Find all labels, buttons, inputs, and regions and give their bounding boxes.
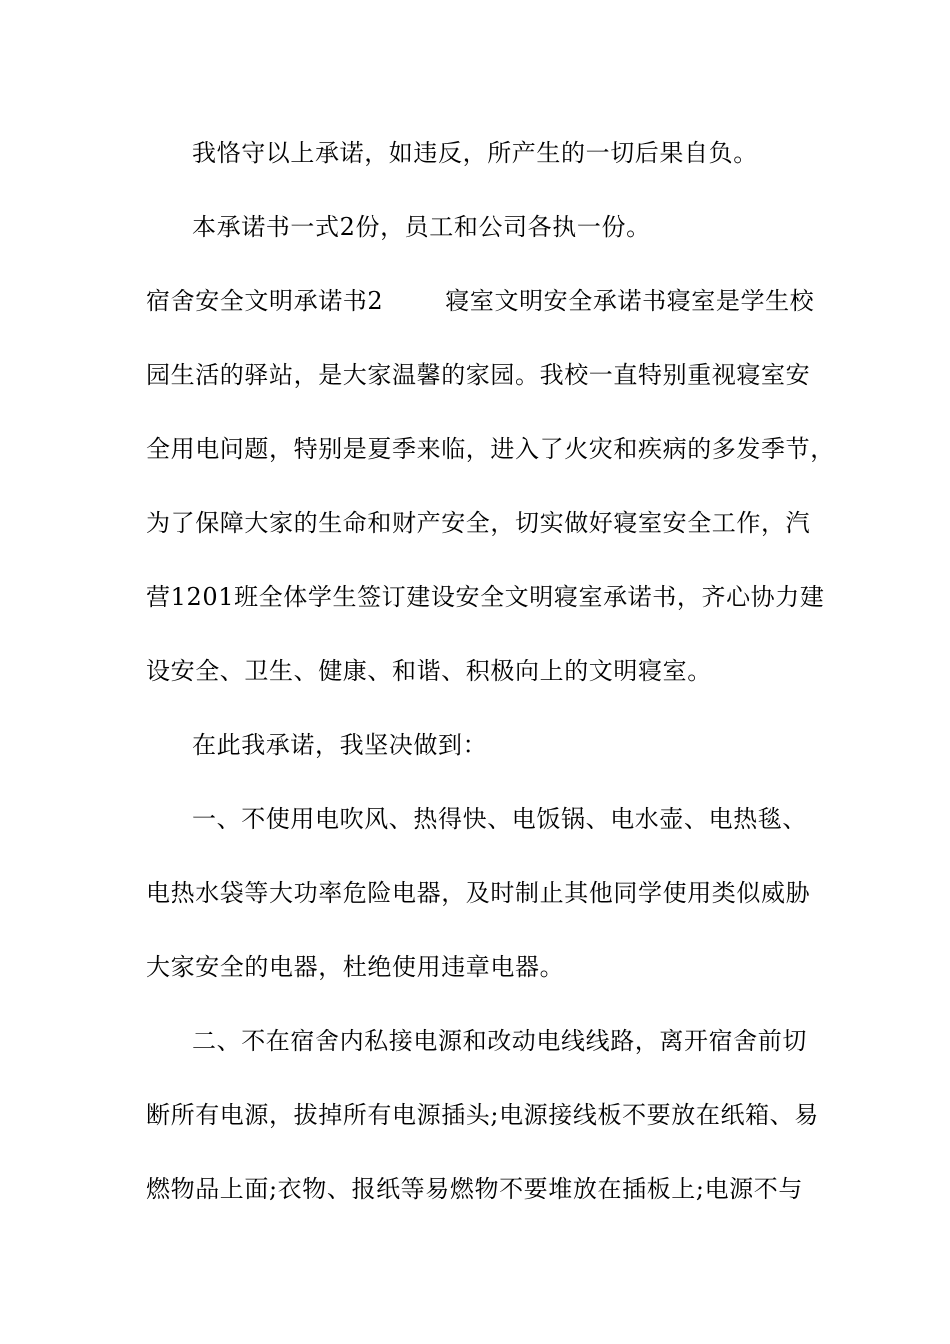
paragraph-line: 燃物品上面;衣物、报纸等易燃物不要堆放在插板上;电源不与 xyxy=(146,1175,803,1203)
paragraph-line: 二、不在宿舍内私接电源和改动电线线路，离开宿舍前切 xyxy=(192,1027,807,1055)
section-title: 宿舍安全文明承诺书2 xyxy=(146,287,384,315)
paragraph-line: 营1201班全体学生签订建设安全文明寝室承诺书，齐心协力建 xyxy=(146,583,825,611)
paragraph-line: 本承诺书一式2份，员工和公司各执一份。 xyxy=(192,213,651,241)
paragraph-line: 在此我承诺，我坚决做到： xyxy=(192,731,488,759)
section-heading-line xyxy=(146,284,846,318)
paragraph-line: 园生活的驿站，是大家温馨的家园。我校一直特别重视寝室安 xyxy=(146,361,811,389)
paragraph-line: 电热水袋等大功率危险电器，及时制止其他同学使用类似威胁 xyxy=(146,879,811,907)
paragraph-line: 大家安全的电器，杜绝使用违章电器。 xyxy=(146,953,565,981)
paragraph-line: 全用电问题，特别是夏季来临，进入了火灾和疾病的多发季节， xyxy=(146,435,835,463)
paragraph-line: 我恪守以上承诺，如违反，所产生的一切后果自负。 xyxy=(192,139,758,167)
paragraph-line: 为了保障大家的生命和财产安全，切实做好寝室安全工作，汽 xyxy=(146,509,811,537)
paragraph-line: 设安全、卫生、健康、和谐、积极向上的文明寝室。 xyxy=(146,657,712,685)
paragraph-line: 断所有电源，拔掉所有电源插头;电源接线板不要放在纸箱、易 xyxy=(146,1101,819,1129)
paragraph-line: 一、不使用电吹风、热得快、电饭锅、电水壶、电热毯、 xyxy=(192,805,807,833)
paragraph-start: 寝室文明安全承诺书寝室是学生校 xyxy=(445,287,815,315)
